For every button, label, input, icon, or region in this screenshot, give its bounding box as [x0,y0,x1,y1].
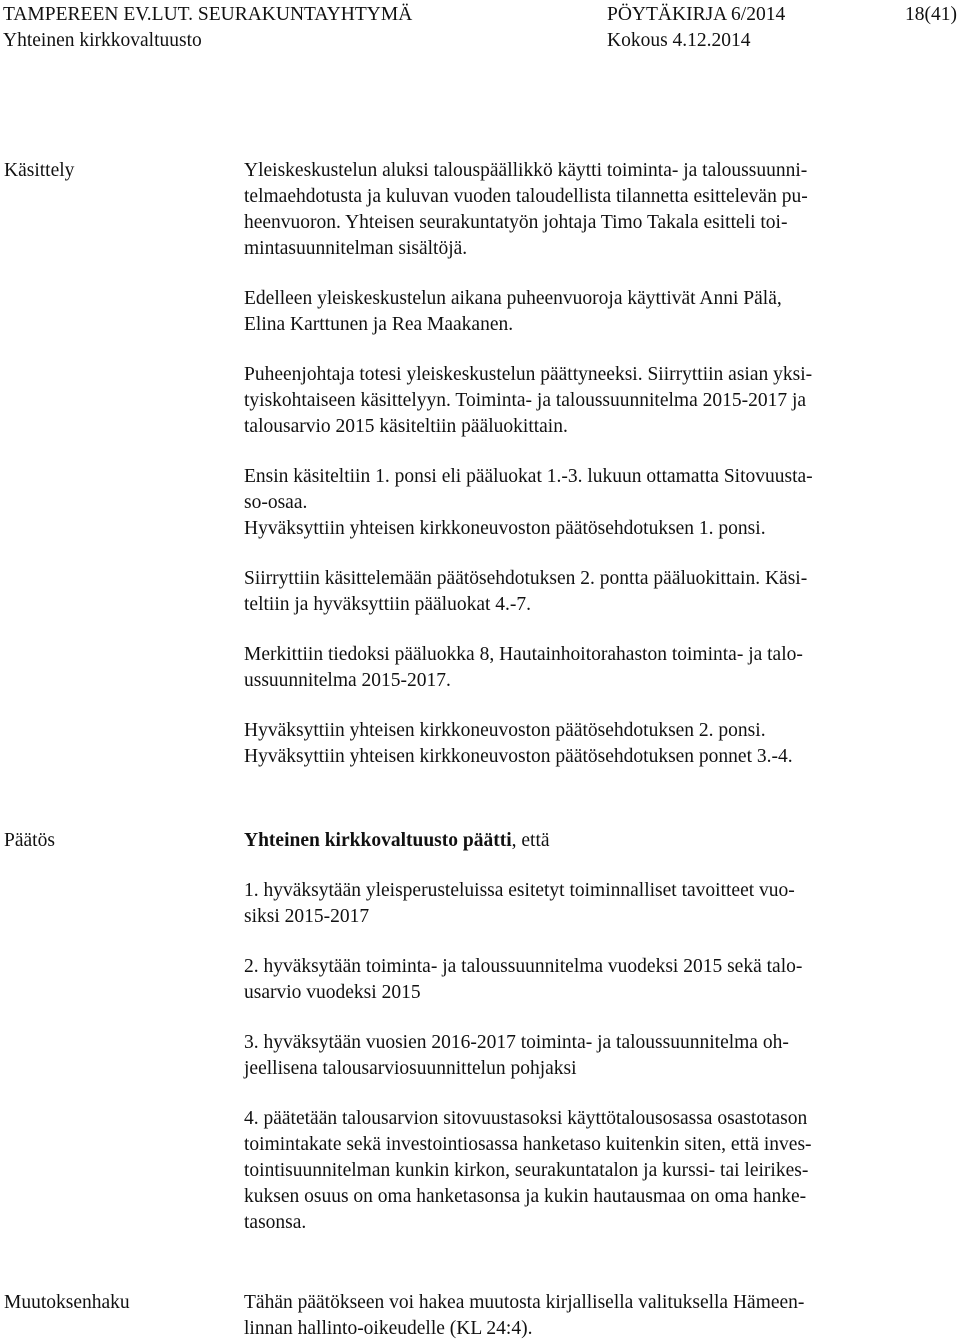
document-title: PÖYTÄKIRJA 6/2014 [607,4,786,25]
text-line: Hyväksyttiin yhteisen kirkkoneuvoston päätösehdotuksen 2. ponsi. [244,720,766,741]
kasittely-paragraph-7 [244,718,914,770]
section-label-paatos: Päätös [4,830,55,851]
kasittely-paragraph-4 [244,464,914,542]
kasittely-paragraph-2 [244,286,914,338]
text-line: so-osaa. [244,492,308,513]
text-line: Elina Karttunen ja Rea Maakanen. [244,314,514,335]
text-line: talousarvio 2015 käsiteltiin pääluokittain. [244,416,568,437]
text-line: mintasuunnitelman sisältöjä. [244,238,468,259]
appeal-instructions [244,1290,914,1342]
text-line: Siirryttiin käsittelemään päätösehdotuksen 2. pontta pääluokittain. Käsi- [244,568,808,589]
text-line: 3. hyväksytään vuosien 2016-2017 toiminta- ja taloussuunnitelma oh- [244,1032,789,1053]
text-line: 2. hyväksytään toiminta- ja taloussuunnitelma vuodeksi 2015 sekä talo- [244,956,803,977]
text-line: jeellisena talousarviosuunnittelun pohjaksi [244,1058,577,1079]
text-line: toimintakate sekä investointiosassa hanketaso kuitenkin siten, että inves- [244,1134,812,1155]
text-line: teltiin ja hyväksyttiin pääluokat 4.-7. [244,594,532,615]
text-line: Tähän päätökseen voi hakea muutosta kirjallisella valituksella Hämeen- [244,1292,805,1313]
header-line-2 [3,28,957,53]
kasittely-paragraph-3 [244,362,914,440]
section-content-muutoksenhaku [244,1290,914,1342]
text-line: siksi 2015-2017 [244,906,370,927]
text-line: usarvio vuodeksi 2015 [244,982,421,1003]
text-line: tyiskohtaiseen käsittelyyn. Toiminta- ja taloussuunnitelma 2015-2017 ja [244,390,807,411]
text-line: 4. päätetään talousarvion sitovuustasoksi käyttötalousosassa osastotason [244,1108,808,1129]
text-line: Hyväksyttiin yhteisen kirkkoneuvoston päätösehdotuksen 1. ponsi. [244,518,766,539]
decision-item-4 [244,1106,914,1236]
decision-intro-rest: , että [511,830,550,851]
kasittely-paragraph-5 [244,566,914,618]
header-line-1 [3,2,957,27]
governing-body: Yhteinen kirkkovaltuusto [3,30,202,51]
organization-name: TAMPEREEN EV.LUT. SEURAKUNTAYHTYMÄ [3,4,413,25]
decision-maker: Yhteinen kirkkovaltuusto päätti [244,830,512,851]
text-line: Puheenjohtaja totesi yleiskeskustelun päättyneeksi. Siirryttiin asian yksi- [244,364,813,385]
section-label-kasittely: Käsittely [4,160,75,181]
decision-item-2 [244,954,914,1006]
text-line: Merkittiin tiedoksi pääluokka 8, Hautainhoitorahaston toiminta- ja talo- [244,644,803,665]
decision-item-3 [244,1030,914,1082]
kasittely-paragraph-1 [244,158,914,262]
decision-item-1 [244,878,914,930]
text-line: heenvuoron. Yhteisen seurakuntatyön johtaja Timo Takala esitteli toi- [244,212,788,233]
text-line: ussuunnitelma 2015-2017. [244,670,451,691]
section-content-paatos [244,828,914,1236]
text-line: Yleiskeskustelun aluksi talouspäällikkö käytti toiminta- ja taloussuunni- [244,160,808,181]
meeting-date: Kokous 4.12.2014 [607,30,751,51]
paatos-intro [244,828,914,854]
section-label-muutoksenhaku: Muutoksenhaku [4,1292,130,1313]
kasittely-paragraph-6 [244,642,914,694]
text-line: tointisuunnitelman kunkin kirkon, seurakuntatalon ja kurssi- tai leirikes- [244,1160,809,1181]
section-content-kasittely [244,158,914,770]
text-line: telmaehdotusta ja kuluvan vuoden taloudellista tilannetta esittelevän pu- [244,186,808,207]
text-line: Hyväksyttiin yhteisen kirkkoneuvoston päätösehdotuksen ponnet 3.-4. [244,746,793,767]
text-line: Edelleen yleiskeskustelun aikana puheenvuoroja käyttivät Anni Pälä, [244,288,782,309]
text-line: 1. hyväksytään yleisperusteluissa esitetyt toiminnalliset tavoitteet vuo- [244,880,795,901]
text-line: linnan hallinto-oikeudelle (KL 24:4). [244,1318,533,1339]
page-header [3,2,957,52]
text-line: tasonsa. [244,1212,307,1233]
text-line: Ensin käsiteltiin 1. ponsi eli pääluokat 1.-3. lukuun ottamatta Sitovuusta- [244,466,813,487]
page-number: 18(41) [905,4,957,25]
text-line: kuksen osuus on oma hanketasonsa ja kukin hautausmaa on oma hanke- [244,1186,807,1207]
